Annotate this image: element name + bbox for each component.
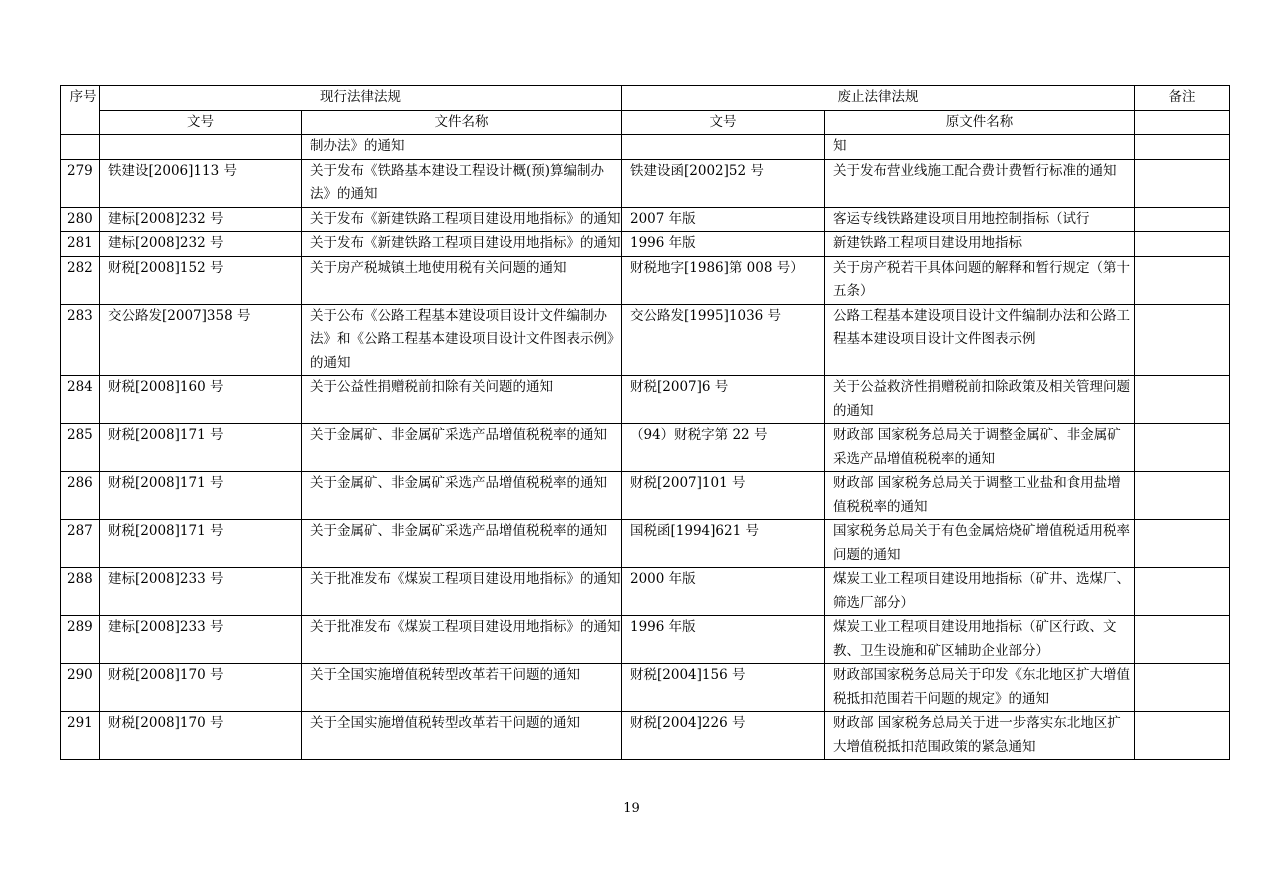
cell-current-name: 关于发布《新建铁路工程项目建设用地指标》的通知 <box>302 207 622 232</box>
table-row <box>61 376 1230 424</box>
cell-remark <box>1135 376 1230 424</box>
cell-repealed-name: 财政部 国家税务总局关于进一步落实东北地区扩大增值税抵扣范围政策的紧急通知 <box>825 712 1135 760</box>
cell-repealed-no: 国税函[1994]621 号 <box>622 520 825 568</box>
cell-remark <box>1135 568 1230 616</box>
cell-repealed-no <box>622 135 825 160</box>
cell-remark <box>1135 135 1230 160</box>
cell-current-name: 关于金属矿、非金属矿采选产品增值税税率的通知 <box>302 424 622 472</box>
cell-repealed-name: 财政部国家税务总局关于印发《东北地区扩大增值税抵扣范围若干问题的规定》的通知 <box>825 664 1135 712</box>
cell-current-no: 财税[2008]170 号 <box>100 712 302 760</box>
header-seq: 序号 <box>61 86 100 135</box>
cell-current-name: 关于全国实施增值税转型改革若干问题的通知 <box>302 664 622 712</box>
table-row <box>61 232 1230 257</box>
cell-repealed-no: 1996 年版 <box>622 616 825 664</box>
cell-current-name: 关于全国实施增值税转型改革若干问题的通知 <box>302 712 622 760</box>
cell-remark <box>1135 520 1230 568</box>
table-row <box>61 664 1230 712</box>
cell-repealed-no: 财税[2004]156 号 <box>622 664 825 712</box>
cell-seq: 281 <box>61 232 100 257</box>
cell-repealed-no: 1996 年版 <box>622 232 825 257</box>
header-current-doc-name: 文件名称 <box>302 110 622 135</box>
cell-remark <box>1135 712 1230 760</box>
cell-repealed-name: 关于房产税若干具体问题的解释和暂行规定（第十五条） <box>825 256 1135 304</box>
table-row <box>61 159 1230 207</box>
cell-seq <box>61 135 100 160</box>
cell-current-no: 财税[2008]152 号 <box>100 256 302 304</box>
cell-remark <box>1135 232 1230 257</box>
cell-repealed-name: 财政部 国家税务总局关于调整金属矿、非金属矿采选产品增值税税率的通知 <box>825 424 1135 472</box>
cell-current-name: 关于发布《新建铁路工程项目建设用地指标》的通知 <box>302 232 622 257</box>
header-repealed-doc-no: 文号 <box>622 110 825 135</box>
cell-remark <box>1135 616 1230 664</box>
cell-repealed-name: 公路工程基本建设项目设计文件编制办法和公路工程基本建设项目设计文件图表示例 <box>825 304 1135 376</box>
table-row <box>61 256 1230 304</box>
cell-seq: 291 <box>61 712 100 760</box>
cell-remark <box>1135 424 1230 472</box>
header-repealed-group: 废止法律法规 <box>622 86 1135 111</box>
cell-current-name: 关于发布《铁路基本建设工程设计概(预)算编制办法》的通知 <box>302 159 622 207</box>
table-row <box>61 207 1230 232</box>
cell-repealed-no: 财税[2007]101 号 <box>622 472 825 520</box>
cell-current-name: 关于批准发布《煤炭工程项目建设用地指标》的通知 <box>302 616 622 664</box>
table-row <box>61 520 1230 568</box>
cell-current-name: 关于金属矿、非金属矿采选产品增值税税率的通知 <box>302 520 622 568</box>
cell-seq: 284 <box>61 376 100 424</box>
cell-remark <box>1135 472 1230 520</box>
cell-seq: 289 <box>61 616 100 664</box>
regulations-table <box>60 85 1230 760</box>
continuation-row <box>61 135 1230 160</box>
cell-repealed-name: 客运专线铁路建设项目用地控制指标（试行 <box>825 207 1135 232</box>
cell-current-no: 财税[2008]171 号 <box>100 472 302 520</box>
cell-remark <box>1135 256 1230 304</box>
cell-seq: 286 <box>61 472 100 520</box>
cell-seq: 282 <box>61 256 100 304</box>
table-row <box>61 304 1230 376</box>
cell-seq: 279 <box>61 159 100 207</box>
cell-seq: 290 <box>61 664 100 712</box>
cell-current-name: 关于金属矿、非金属矿采选产品增值税税率的通知 <box>302 472 622 520</box>
header-remark: 备注 <box>1135 86 1230 111</box>
cell-current-no: 铁建设[2006]113 号 <box>100 159 302 207</box>
cell-repealed-name: 国家税务总局关于有色金属焙烧矿增值税适用税率问题的通知 <box>825 520 1135 568</box>
table-row <box>61 472 1230 520</box>
cell-current-name: 制办法》的通知 <box>302 135 622 160</box>
cell-current-no: 财税[2008]170 号 <box>100 664 302 712</box>
cell-current-no: 建标[2008]232 号 <box>100 207 302 232</box>
cell-repealed-no: 财税[2004]226 号 <box>622 712 825 760</box>
cell-seq: 280 <box>61 207 100 232</box>
cell-seq: 287 <box>61 520 100 568</box>
cell-current-no: 建标[2008]233 号 <box>100 568 302 616</box>
cell-repealed-no: 交公路发[1995]1036 号 <box>622 304 825 376</box>
cell-repealed-no: 财税地字[1986]第 008 号） <box>622 256 825 304</box>
header-repealed-doc-name: 原文件名称 <box>825 110 1135 135</box>
table-row <box>61 616 1230 664</box>
cell-repealed-name: 煤炭工业工程项目建设用地指标（矿井、选煤厂、筛选厂部分） <box>825 568 1135 616</box>
cell-repealed-no: 2007 年版 <box>622 207 825 232</box>
cell-current-name: 关于房产税城镇土地使用税有关问题的通知 <box>302 256 622 304</box>
cell-current-no: 财税[2008]171 号 <box>100 424 302 472</box>
cell-remark <box>1135 664 1230 712</box>
cell-current-no: 财税[2008]160 号 <box>100 376 302 424</box>
header-remark-blank <box>1135 110 1230 135</box>
cell-repealed-name: 知 <box>825 135 1135 160</box>
cell-current-name: 关于公布《公路工程基本建设项目设计文件编制办法》和《公路工程基本建设项目设计文件图表示例》的通知 <box>302 304 622 376</box>
cell-repealed-no: 2000 年版 <box>622 568 825 616</box>
cell-seq: 283 <box>61 304 100 376</box>
cell-repealed-name: 新建铁路工程项目建设用地指标 <box>825 232 1135 257</box>
cell-seq: 288 <box>61 568 100 616</box>
page-number: 19 <box>623 801 640 816</box>
header-current-doc-no: 文号 <box>100 110 302 135</box>
cell-remark <box>1135 304 1230 376</box>
table-row <box>61 712 1230 760</box>
cell-current-no: 交公路发[2007]358 号 <box>100 304 302 376</box>
cell-current-no: 建标[2008]232 号 <box>100 232 302 257</box>
header-row-1 <box>61 86 1230 111</box>
cell-current-no: 财税[2008]171 号 <box>100 520 302 568</box>
cell-repealed-no: 财税[2007]6 号 <box>622 376 825 424</box>
header-current-group: 现行法律法规 <box>100 86 622 111</box>
cell-current-name: 关于公益性捐赠税前扣除有关问题的通知 <box>302 376 622 424</box>
cell-current-no: 建标[2008]233 号 <box>100 616 302 664</box>
cell-remark <box>1135 207 1230 232</box>
table-row <box>61 568 1230 616</box>
cell-repealed-name: 财政部 国家税务总局关于调整工业盐和食用盐增值税税率的通知 <box>825 472 1135 520</box>
cell-repealed-no: 铁建设函[2002]52 号 <box>622 159 825 207</box>
cell-seq: 285 <box>61 424 100 472</box>
cell-remark <box>1135 159 1230 207</box>
cell-current-name: 关于批准发布《煤炭工程项目建设用地指标》的通知 <box>302 568 622 616</box>
cell-repealed-name: 煤炭工业工程项目建设用地指标（矿区行政、文教、卫生设施和矿区辅助企业部分） <box>825 616 1135 664</box>
cell-current-no <box>100 135 302 160</box>
cell-repealed-name: 关于发布营业线施工配合费计费暂行标准的通知 <box>825 159 1135 207</box>
cell-repealed-no: （94）财税字第 22 号 <box>622 424 825 472</box>
header-row-2 <box>61 110 1230 135</box>
table-row <box>61 424 1230 472</box>
cell-repealed-name: 关于公益救济性捐赠税前扣除政策及相关管理问题的通知 <box>825 376 1135 424</box>
